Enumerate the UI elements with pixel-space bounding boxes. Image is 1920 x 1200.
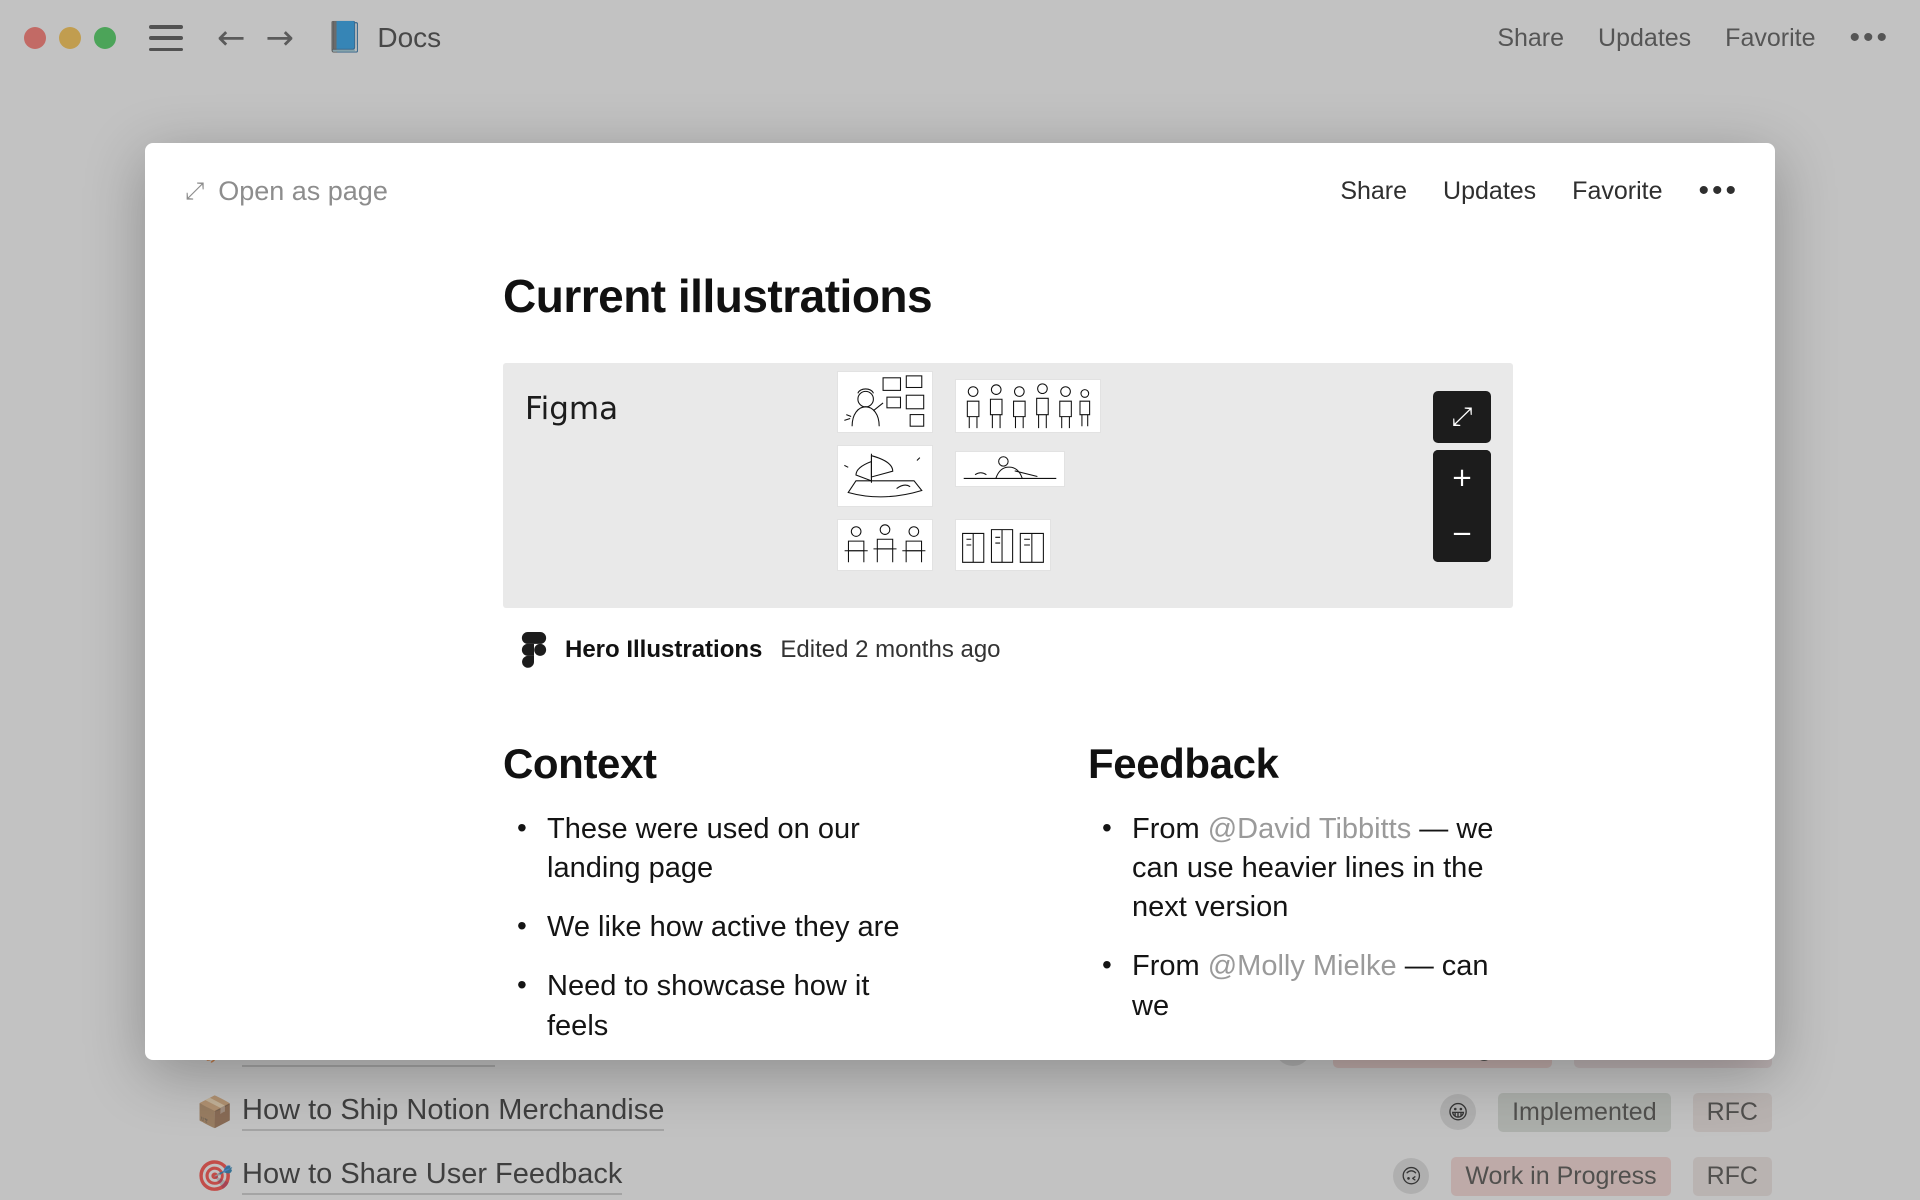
embed-file-name: Hero Illustrations (565, 636, 763, 663)
feedback-prefix: From (1132, 813, 1208, 845)
row-title[interactable]: How to Ship Notion Merchandise (242, 1094, 664, 1131)
feedback-bullet-list (1088, 810, 1513, 1026)
list-item: • We like how active they are (503, 908, 928, 947)
feedback-heading: Feedback (1088, 740, 1279, 787)
embed-edited-time: Edited 2 months ago (780, 636, 1001, 663)
updates-button[interactable]: Updates (1598, 23, 1692, 52)
row-meta (1440, 1093, 1772, 1132)
open-as-page-label: Open as page (218, 175, 388, 206)
row-title[interactable]: How to Share User Feedback (242, 1158, 622, 1195)
peek-more-options-icon[interactable]: ••• (1698, 174, 1739, 207)
peek-updates-button[interactable]: Updates (1443, 176, 1537, 205)
arrow-right-icon[interactable]: → (265, 18, 294, 58)
list-item (1088, 947, 1513, 1025)
illustration-thumbnail[interactable] (955, 379, 1101, 433)
list-item (1088, 810, 1513, 927)
peek-favorite-button[interactable]: Favorite (1572, 176, 1663, 205)
figma-toolbar (1433, 391, 1491, 562)
list-item[interactable] (196, 1144, 1920, 1200)
feedback-suffix: — can we (1132, 950, 1489, 1022)
list-item: • Need to showcase how it feels (503, 967, 928, 1045)
hamburger-menu-icon[interactable] (149, 25, 183, 51)
status-badge: RFC (1693, 1093, 1772, 1132)
status-badge: RFC (1693, 1157, 1772, 1196)
titlebar-actions (1497, 23, 1890, 53)
feedback-prefix: From (1132, 950, 1208, 983)
zoom-controls (1433, 450, 1491, 562)
user-mention[interactable]: @Molly Mielke (1207, 950, 1397, 983)
avatar: 😀 (1440, 1094, 1476, 1130)
row-emoji-icon: 📦 (196, 1094, 234, 1130)
doc-emoji-icon: 📘 (326, 20, 364, 55)
status-badge: Implemented (1498, 1093, 1671, 1132)
more-options-icon[interactable]: ••• (1849, 21, 1890, 54)
peek-body (145, 239, 1775, 1060)
avatar: 🙃 (1393, 1158, 1429, 1194)
list-item[interactable] (196, 1080, 1920, 1144)
page-title: Docs (377, 22, 442, 53)
figma-embed[interactable] (503, 363, 1513, 608)
illustration-thumbnail[interactable] (955, 451, 1065, 487)
row-emoji-icon: 🎯 (196, 1158, 234, 1194)
traffic-lights (24, 27, 116, 49)
share-button[interactable]: Share (1497, 23, 1565, 52)
arrow-left-icon[interactable]: ← (217, 18, 246, 58)
feedback-suffix: — we can use heavier lines in the next version (1132, 813, 1494, 924)
row-meta (1393, 1157, 1772, 1196)
peek-actions (1340, 176, 1739, 206)
peek-header (145, 143, 1775, 239)
peek-modal (145, 143, 1775, 1060)
content-columns (503, 740, 1513, 1060)
zoom-window-button[interactable] (94, 27, 116, 49)
zoom-in-button[interactable]: + (1433, 450, 1491, 506)
open-as-page-button[interactable] (185, 176, 388, 207)
peek-share-button[interactable]: Share (1340, 176, 1408, 205)
expand-diagonal-icon: ⤢ (185, 177, 205, 205)
context-heading: Context (503, 740, 657, 787)
minimize-window-button[interactable] (59, 27, 81, 49)
close-window-button[interactable] (24, 27, 46, 49)
figma-logo-icon (521, 632, 547, 668)
status-badge: Work in Progress (1451, 1157, 1670, 1196)
illustration-thumbnail[interactable] (837, 371, 933, 433)
embed-caption (521, 632, 1513, 668)
section-heading: Current illustrations (503, 270, 933, 322)
fullscreen-icon[interactable]: ⤢ (1433, 391, 1491, 443)
zoom-out-button[interactable]: − (1433, 506, 1491, 562)
favorite-button[interactable]: Favorite (1725, 23, 1816, 52)
window-titlebar (0, 0, 1920, 76)
illustration-thumbnail[interactable] (837, 519, 933, 571)
context-bullet-list (503, 810, 928, 1046)
illustration-thumbnail[interactable] (955, 519, 1051, 571)
list-item: • These were used on our landing page (503, 810, 928, 888)
user-mention[interactable]: @David Tibbitts (1207, 813, 1412, 845)
feedback-column (1088, 740, 1513, 1060)
illustration-thumbnail[interactable] (837, 445, 933, 507)
figma-provider-label: Figma (525, 391, 619, 427)
context-column (503, 740, 928, 1060)
peek-content (503, 269, 1513, 1060)
